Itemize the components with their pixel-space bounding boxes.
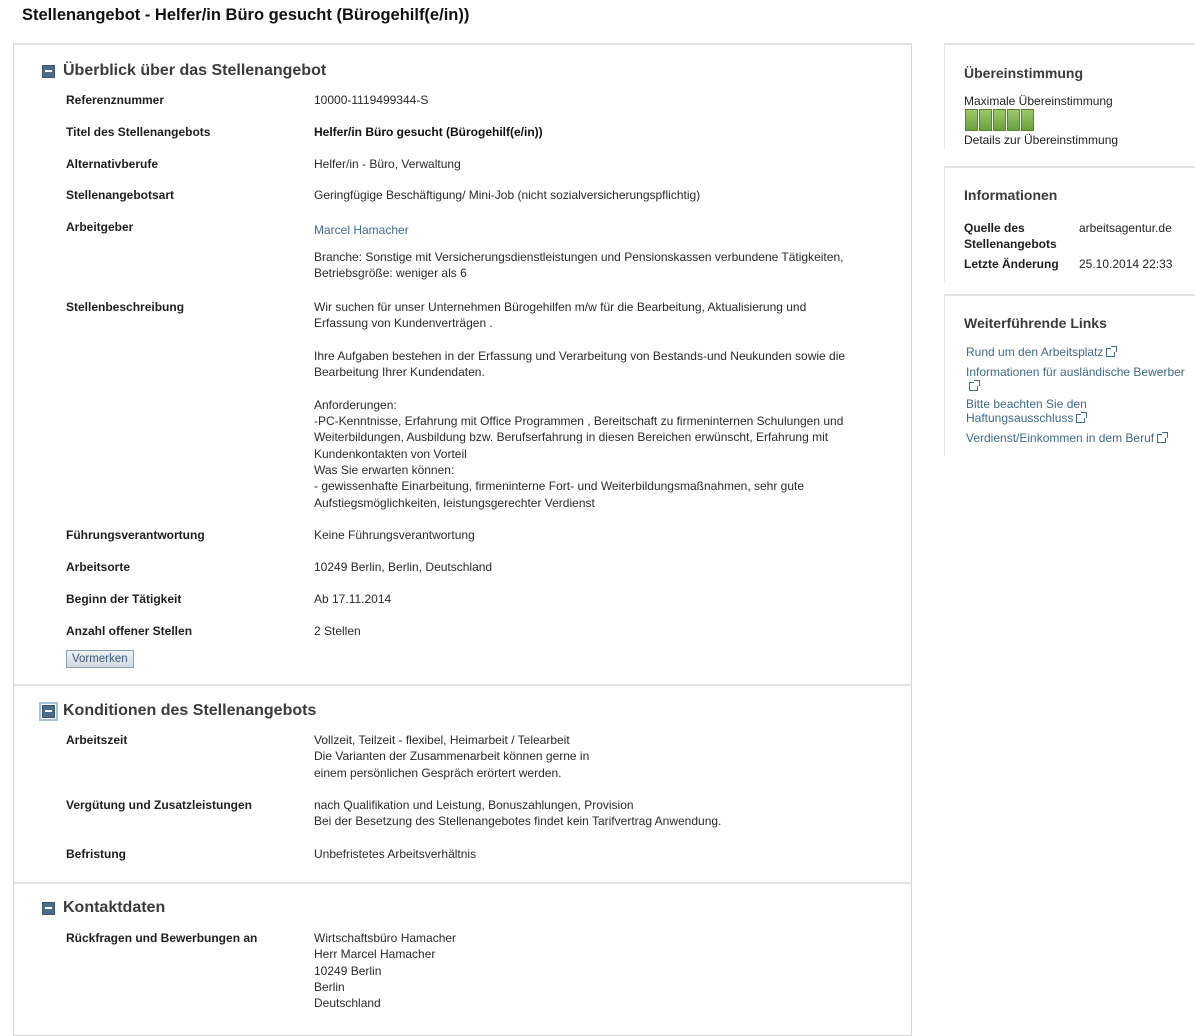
field-value: Keine Führungsverantwortung: [314, 528, 475, 542]
collapse-icon[interactable]: [42, 705, 55, 718]
field-value: 10000-1119499344-S: [314, 93, 429, 107]
field-label: Anzahl offener Stellen: [66, 624, 193, 638]
link-haftungsausschluss[interactable]: Bitte beachten Sie den Haftungsausschluss: [966, 397, 1087, 425]
field-label: Führungsverantwortung: [66, 528, 205, 542]
info-box: [944, 166, 1195, 282]
field-value: nach Qualifikation und Leistung, Bonuszahlungen, Provision Bei der Besetzung des Stellenangebotes findet kein Tarifvertrag Anwendung.: [314, 798, 722, 829]
field-label: Stellenbeschreibung: [66, 300, 185, 314]
meter-segment: [979, 109, 992, 131]
match-label: Maximale Übereinstimmung: [964, 94, 1113, 108]
field-value: Helfer/in - Büro, Verwaltung: [314, 157, 461, 171]
meter-segment: [993, 109, 1006, 131]
field-label: Alternativberufe: [66, 157, 159, 171]
field-value: 10249 Berlin, Berlin, Deutschland: [314, 560, 493, 574]
field-label: Titel des Stellenangebots: [66, 125, 211, 139]
job-description: Wir suchen für unser Unternehmen Bürogehilfen m/w für die Bearbeitung, Aktualisierung und Erfassung von Kundenverträgen . Ihre Aufgaben bestehen in der Erfassung und Verarbeitung von Bestands-und Neukunden sowie die Bearbeitung Ihrer Kundendaten. Anforderungen: -PC-Kenntnisse, Erfahrung mit Office Programmen , Bereitschaft zu firmeninternen Schulungen und Weiterbildungen, Ausbildung bzw. Berufserfahrung in diesen Bereichen erwünscht, Erfahrung mit Kundenkontakten von Vorteil Was Sie erwarten können: - gewissenhafte Einarbeitung, firmeninterne Fort- und Weiterbildungsmaßnahmen, sehr gute Aufstiegsmöglichkeiten, leistungsgerechter Verdienst: [314, 300, 846, 510]
last-changed-label: Letzte Änderung: [964, 257, 1059, 271]
field-label: Befristung: [66, 847, 126, 861]
field-label: Arbeitgeber: [66, 220, 134, 234]
collapse-icon[interactable]: [42, 902, 55, 915]
field-value: Ab 17.11.2014: [314, 592, 392, 606]
field-label: Rückfragen und Bewerbungen an: [66, 931, 258, 945]
conditions-section-title: Konditionen des Stellenangebots: [63, 702, 317, 719]
contact-section-title: Kontaktdaten: [63, 899, 166, 916]
employer-link[interactable]: Marcel Hamacher: [314, 223, 409, 237]
field-value: Geringfügige Beschäftigung/ Mini-Job (nicht sozialversicherungspflichtig): [314, 188, 701, 202]
meter-segment: [965, 109, 978, 131]
info-title: Informationen: [964, 187, 1058, 203]
collapse-icon[interactable]: [42, 65, 55, 78]
job-detail-panel: [13, 43, 912, 1036]
overview-section-title: Überblick über das Stellenangebot: [63, 62, 327, 79]
last-changed-value: 25.10.2014 22:33: [1079, 257, 1173, 271]
links-title: Weiterführende Links: [964, 315, 1107, 331]
page-title: Stellenangebot - Helfer/in Büro gesucht (Bürogehilf(e/in)): [22, 6, 470, 24]
field-value: Helfer/in Büro gesucht (Bürogehilf(e/in)): [314, 125, 543, 139]
link-auslaendische-bewerber[interactable]: Informationen für ausländische Bewerber: [966, 365, 1195, 393]
contact-section-header: [42, 898, 165, 918]
match-meter: [965, 109, 1034, 131]
field-label: Vergütung und Zusatzleistungen: [66, 798, 252, 812]
employer-details: Branche: Sonstige mit Versicherungsdienstleistungen und Pensionskassen verbundene Tätigkeiten, Betriebsgröße: weniger als 6: [314, 250, 844, 281]
field-label: Arbeitszeit: [66, 733, 128, 747]
contact-address: Wirtschaftsbüro Hamacher Herr Marcel Hamacher 10249 Berlin Berlin Deutschland: [314, 931, 457, 1011]
external-link-icon: [1076, 414, 1085, 423]
field-label: Stellenangebotsart: [66, 188, 175, 202]
conditions-section-header: [42, 701, 316, 721]
section-divider: [14, 684, 911, 686]
field-label: Beginn der Tätigkeit: [66, 592, 182, 606]
source-value: arbeitsagentur.de: [1079, 221, 1172, 235]
overview-section-header: [42, 61, 326, 81]
field-value: Unbefristetes Arbeitsverhältnis: [314, 847, 477, 861]
link-arbeitsplatz[interactable]: Rund um den Arbeitsplatz: [966, 345, 1115, 359]
meter-segment: [1021, 109, 1034, 131]
link-verdienst[interactable]: Verdienst/Einkommen in dem Beruf: [966, 431, 1166, 445]
field-value: Vollzeit, Teilzeit - flexibel, Heimarbeit / Telearbeit Die Varianten der Zusammenarbeit können gerne in einem persönlichen Gespräch erörtert werden.: [314, 733, 590, 780]
external-link-icon: [1157, 434, 1166, 443]
match-title: Übereinstimmung: [964, 65, 1084, 81]
match-details-link[interactable]: Details zur Übereinstimmung: [964, 133, 1119, 147]
external-link-icon: [1106, 348, 1115, 357]
external-link-icon: [969, 382, 978, 391]
meter-segment: [1007, 109, 1020, 131]
section-divider: [14, 882, 911, 884]
match-box: [944, 43, 1195, 149]
bookmark-button[interactable]: Vormerken: [66, 650, 134, 668]
field-label: Referenznummer: [66, 93, 165, 107]
field-value: 2 Stellen: [314, 624, 361, 638]
source-label: Quelle des Stellenangebots: [964, 221, 1057, 251]
links-box: [944, 294, 1195, 456]
field-label: Arbeitsorte: [66, 560, 131, 574]
